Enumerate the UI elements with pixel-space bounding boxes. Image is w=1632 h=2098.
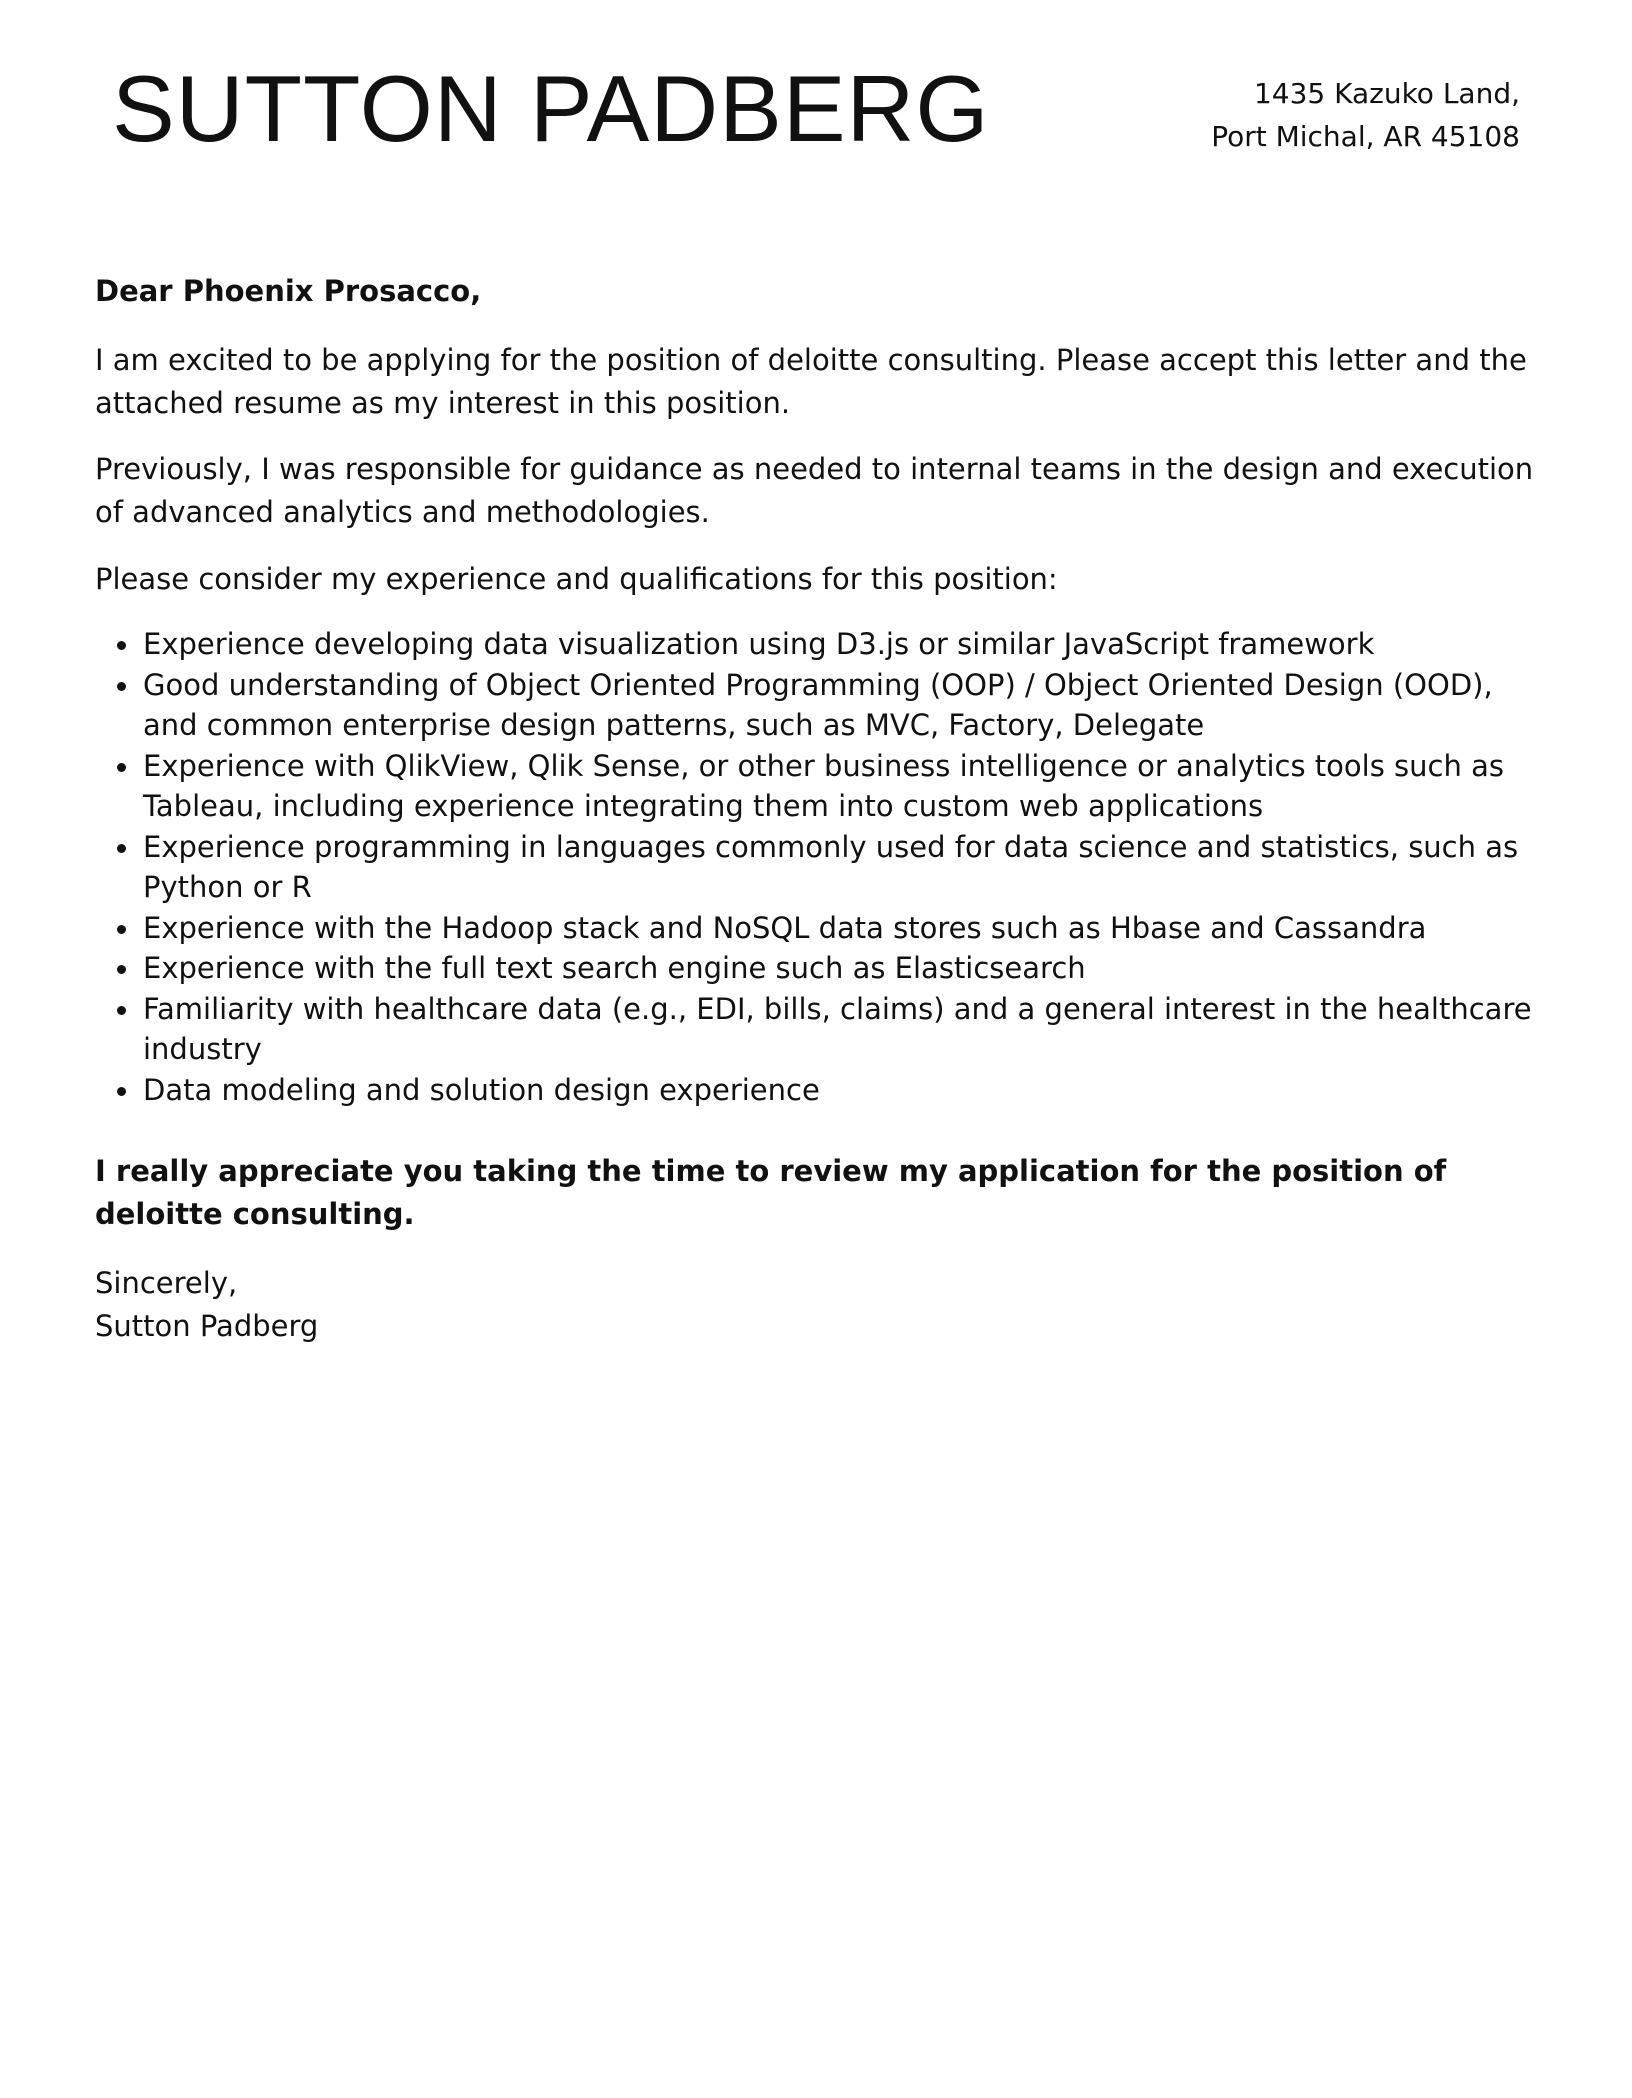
salutation: Dear Phoenix Prosacco, — [95, 274, 482, 308]
bullet-icon — [117, 682, 126, 691]
list-item-text: Experience with the Hadoop stack and NoSQL data stores such as Hbase and Cassandra — [143, 910, 1427, 945]
bullet-icon — [117, 925, 126, 934]
bullet-icon — [117, 844, 126, 853]
bullet-icon — [117, 641, 126, 650]
address-line-1: 1435 Kazuko Land, — [1253, 77, 1520, 110]
signoff-text: Sincerely, — [95, 1266, 238, 1300]
list-item — [95, 665, 1545, 746]
qualifications-list — [95, 624, 1545, 1110]
list-item-text: Good understanding of Object Oriented Programming (OOP) / Object Oriented Design (OOD), and common enterprise design patterns, such as MVC, Factory, Delegate — [143, 667, 1493, 742]
list-item — [95, 746, 1545, 827]
list-item — [95, 624, 1545, 665]
signoff-block — [95, 1262, 1535, 1348]
list-item-text: Experience with QlikView, Qlik Sense, or other business intelligence or analytics tools such as Tableau, including experience integrating them into custom web applications — [143, 748, 1504, 823]
list-item — [95, 1070, 1545, 1111]
bullet-icon — [117, 1087, 126, 1096]
list-item-text: Experience programming in languages commonly used for data science and statistics, such as Python or R — [143, 829, 1519, 904]
bullet-icon — [117, 965, 126, 974]
list-item-text: Data modeling and solution design experience — [143, 1072, 820, 1107]
list-item — [95, 948, 1545, 989]
bullet-icon — [117, 1006, 126, 1015]
list-item — [95, 908, 1545, 949]
experience-paragraph: Previously, I was responsible for guidance as needed to internal teams in the design and execution of advanced analytics and methodologies. — [95, 452, 1534, 529]
list-item-text: Experience developing data visualization using D3.js or similar JavaScript framework — [143, 627, 1375, 661]
bullet-icon — [117, 763, 126, 772]
list-item-text: Familiarity with healthcare data (e.g., EDI, bills, claims) and a general interest in the healthcare industry — [143, 991, 1532, 1066]
list-item — [95, 827, 1545, 908]
list-item — [95, 989, 1545, 1070]
closing-paragraph: I really appreciate you taking the time to review my application for the position of deloitte consulting. — [95, 1154, 1447, 1231]
applicant-address — [1211, 72, 1520, 158]
list-item-text: Experience with the full text search engine such as Elasticsearch — [143, 951, 1086, 985]
signature-name: Sutton Padberg — [95, 1309, 319, 1343]
address-line-2: Port Michal, AR 45108 — [1211, 120, 1520, 153]
applicant-name-heading: SUTTON PADBERG — [112, 56, 990, 161]
intro-paragraph: I am excited to be applying for the position of deloitte consulting. Please accept this letter and the attached resume as my interest in this position. — [95, 343, 1527, 420]
qualifications-intro: Please consider my experience and qualifications for this position: — [95, 562, 1058, 596]
